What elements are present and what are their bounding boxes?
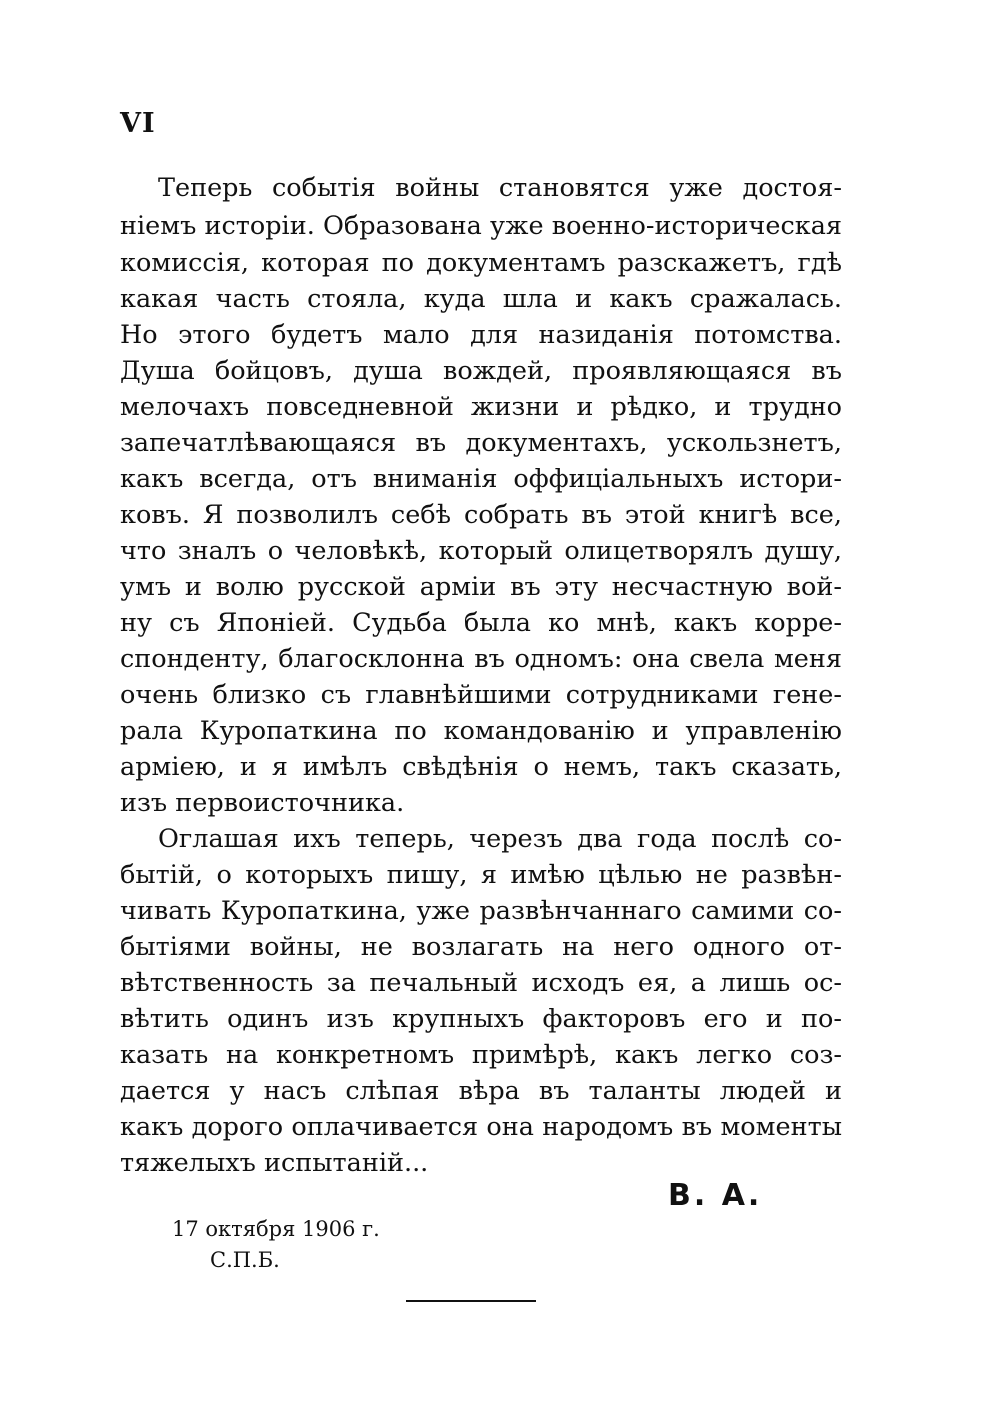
text-line: запечатлѣвающаяся въ документахъ, ускользнетъ, — [120, 428, 842, 458]
text-line: рала Куропаткина по командованію и управленію — [120, 716, 842, 746]
date-line: 17 октября 1906 г. — [172, 1217, 380, 1241]
text-line: умъ и волю русской арміи въ эту несчастную вой- — [120, 572, 842, 602]
text-line: мелочахъ повседневной жизни и рѣдко, и трудно — [120, 392, 842, 422]
text-line: ковъ. Я позволилъ себѣ собрать въ этой книгѣ все, — [120, 500, 842, 530]
text-line: какъ дорого оплачивается она народомъ въ моменты — [120, 1112, 842, 1142]
text-line: арміею, и я имѣлъ свѣдѣнія о немъ, такъ сказать, — [120, 752, 842, 782]
text-line: изъ первоисточника. — [120, 788, 405, 818]
text-line: вѣтственность за печальный исходъ ея, а лишь ос- — [120, 968, 842, 998]
text-line: очень близко съ главнѣйшими сотрудниками гене- — [120, 680, 842, 710]
text-line: Душа бойцовъ, душа вождей, проявляющаяся въ — [120, 356, 842, 386]
page-number: VI — [120, 108, 156, 139]
text-line: что зналъ о человѣкѣ, который олицетворялъ душу, — [120, 536, 842, 566]
closing-rule — [406, 1300, 536, 1302]
text-line: ніемъ исторіи. Образована уже военно-историческая — [120, 211, 842, 241]
text-line: бытій, о которыхъ пишу, я имѣю цѣлью не развѣн- — [120, 860, 842, 890]
text-line: вѣтить одинъ изъ крупныхъ факторовъ его и по- — [120, 1004, 842, 1034]
text-line: Теперь событія войны становятся уже достоя- — [158, 173, 842, 203]
text-line: чивать Куропаткина, уже развѣнчаннаго самими со- — [120, 896, 842, 926]
text-line: комиссія, которая по документамъ разскажетъ, гдѣ — [120, 248, 842, 278]
text-line: Оглашая ихъ теперь, черезъ два года послѣ со- — [158, 824, 842, 854]
text-line: бытіями войны, не возлагать на него одного от- — [120, 932, 842, 962]
text-line: ну съ Японіей. Судьба была ко мнѣ, какъ корре- — [120, 608, 842, 638]
text-line: тяжелыхъ испытаній... — [120, 1148, 429, 1178]
text-line: казать на конкретномъ примѣрѣ, какъ легко соз- — [120, 1040, 842, 1070]
text-line: какая часть стояла, куда шла и какъ сражалась. — [120, 284, 842, 314]
text-line: спонденту, благосклонна въ одномъ: она свела меня — [120, 644, 842, 674]
text-line: какъ всегда, отъ вниманія оффиціальныхъ истори- — [120, 464, 842, 494]
text-line: Но этого будетъ мало для назиданія потомства. — [120, 320, 842, 350]
author-signature: В. А. — [668, 1178, 763, 1213]
text-line: дается у насъ слѣпая вѣра въ таланты людей и — [120, 1076, 842, 1106]
place-line: С.П.Б. — [210, 1248, 280, 1272]
